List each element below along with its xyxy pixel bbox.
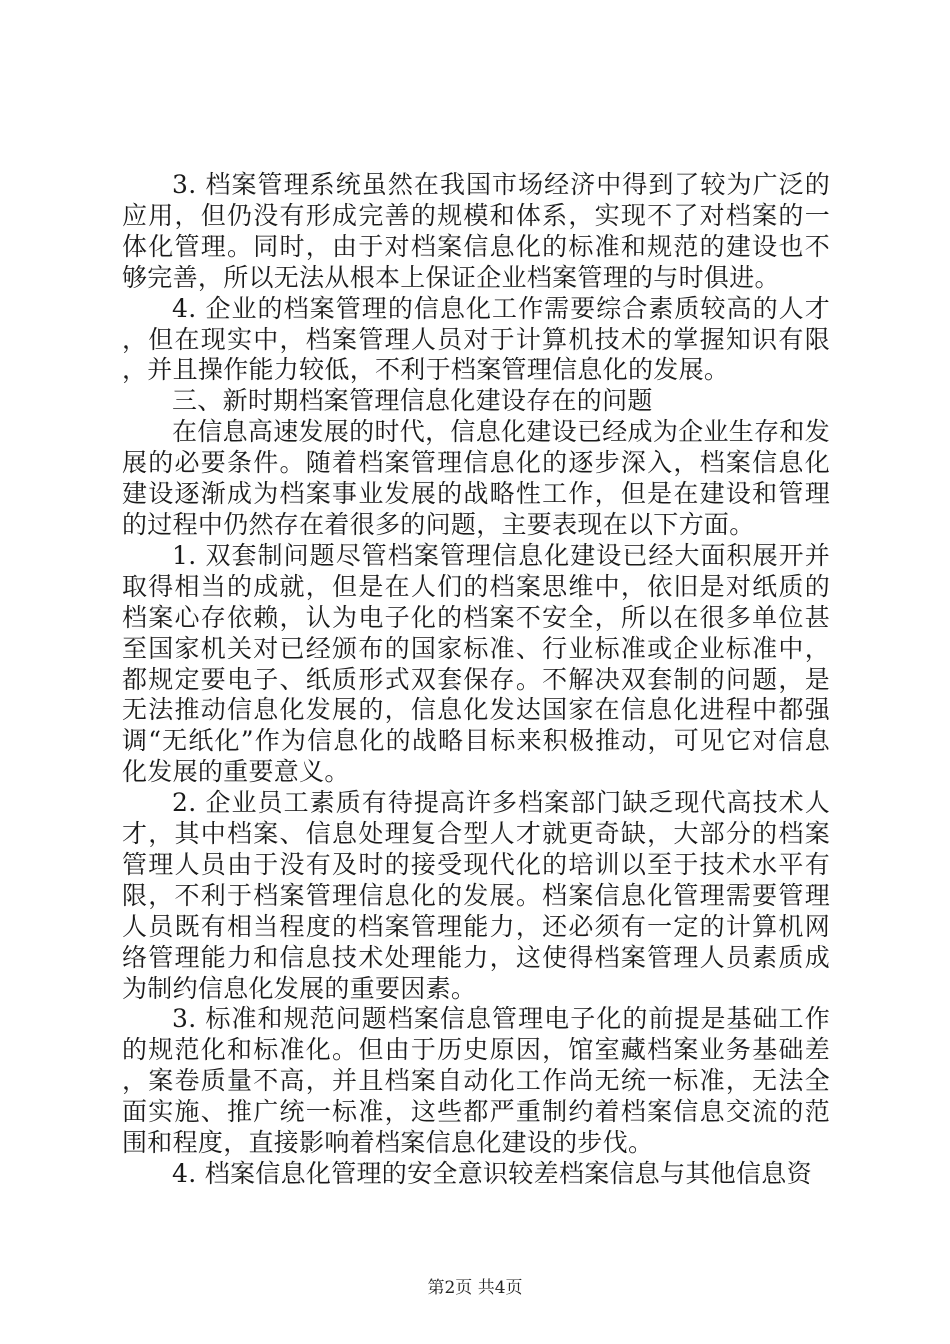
paragraph-intro: 在信息高速发展的时代，信息化建设已经成为企业生存和发展的必要条件。随着档案管理信息化的逐步深入，档案信息化建设逐渐成为档案事业发展的战略性工作，但是在建设和管理的过程中仍然存在着很多的问题，主要表现在以下方面。 [122, 417, 830, 539]
paragraph-item-3-archive-system: 3. 档案管理系统虽然在我国市场经济中得到了较为广泛的应用，但仍没有形成完善的规模和体系，实现不了对档案的一体化管理。同时，由于对档案信息化的标准和规范的建设也不够完善，所以无法从根本上保证企业档案管理的与时俱进。 [122, 170, 830, 292]
paragraph-item-4-talent: 4. 企业的档案管理的信息化工作需要综合素质较高的人才，但在现实中，档案管理人员对于计算机技术的掌握知识有限，并且操作能力较低，不利于档案管理信息化的发展。 [122, 293, 830, 385]
page-number-footer: 第2页 共4页 [427, 1278, 523, 1298]
paragraph-staff-quality: 2. 企业员工素质有待提高许多档案部门缺乏现代高技术人才，其中档案、信息处理复合型人才就更奇缺，大部分的档案管理人员由于没有及时的接受现代化的培训以至于技术水平有限，不利于档案管理信息化的发展。档案信息化管理需要管理人员既有相当程度的档案管理能力，还必须有一定的计算机网络管理能力和信息技术处理能力，这使得档案管理人员素质成为制约信息化发展的重要因素。 [122, 788, 830, 1003]
paragraph-standards: 3. 标准和规范问题档案信息管理电子化的前提是基础工作的规范化和标准化。但由于历史原因，馆室藏档案业务基础差，案卷质量不高，并且档案自动化工作尚无统一标准，无法全面实施、推广统一标准，这些都严重制约着档案信息交流的范围和程度，直接影响着档案信息化建设的步伐。 [122, 1004, 830, 1158]
paragraph-dual-set-issue: 1. 双套制问题尽管档案管理信息化建设已经大面积展开并取得相当的成就，但是在人们的档案思维中，依旧是对纸质的档案心存依赖，认为电子化的档案不安全，所以在很多单位甚至国家机关对已经颁布的国家标准、行业标准或企业标准中，都规定要电子、纸质形式双套保存。不解决双套制的问题，是无法推动信息化发展的，信息化发达国家在信息化进程中都强调“无纸化”作为信息化的战略目标来积极推动，可见它对信息化发展的重要意义。 [122, 540, 830, 787]
document-body [122, 170, 830, 1190]
paragraph-security: 4. 档案信息化管理的安全意识较差档案信息与其他信息资 [172, 1159, 812, 1188]
section-heading: 三、新时期档案管理信息化建设存在的问题 [172, 386, 653, 416]
